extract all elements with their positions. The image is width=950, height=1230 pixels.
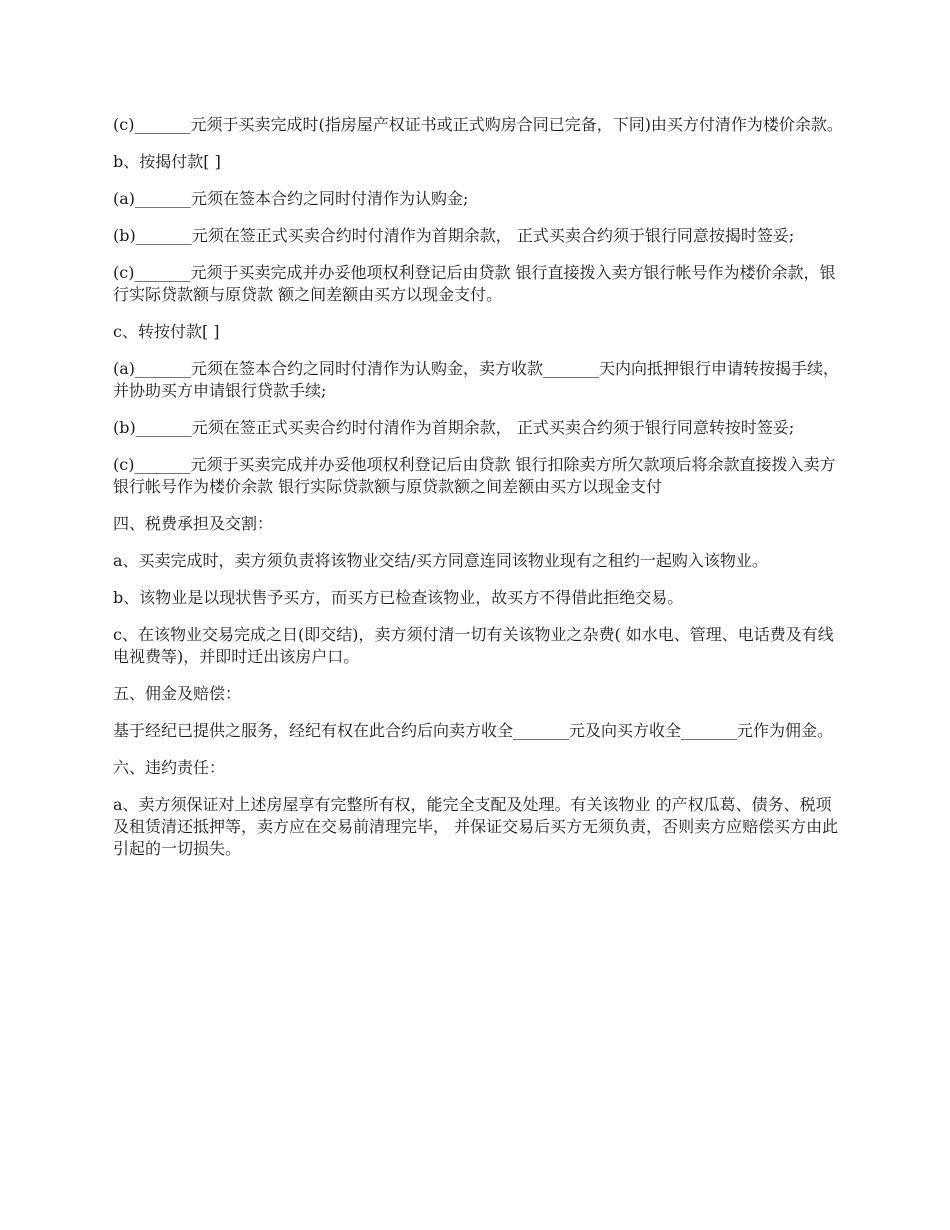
section-four-heading: 四、税费承担及交割： xyxy=(113,514,274,533)
section-four-clause-b: b、该物业是以现状售予买方，而买方已检查该物业，故买方不得借此拒绝交易。 xyxy=(113,588,684,607)
mortgage-clause-b: (b)_______元须在签正式买卖合约时付清作为首期余款， 正式买卖合约须于银行同意按揭时签妥; xyxy=(113,226,795,245)
section-six-heading: 六、违约责任： xyxy=(113,758,226,777)
section-six-clause-a: a、卖方须保证对上述房屋享有完整所有权，能完全支配及处理。有关该物业 的产权瓜葛、债务、税项及租赁清还抵押等，卖方应在交易前清理完毕， 并保证交易后买方无须负责，否则卖方应赔偿买方由此引起的一切损失。 xyxy=(113,795,839,858)
transfer-clause-c: (c)_______元须于买卖完成并办妥他项权利登记后由贷款 银行扣除卖方所欠款项后将余款直接拨入卖方银行帐号作为楼价余款 银行实际贷款额与原贷款额之间差额由买方以现金支付 xyxy=(113,455,836,496)
payment-clause-a-c: (c)_______元须于买卖完成时(指房屋产权证书或正式购房合同已完备，下同)由买方付清作为楼价余款。 xyxy=(113,115,843,134)
section-four-clause-a: a、买卖完成时，卖方须负责将该物业交结/买方同意连同该物业现有之租约一起购入该物业。 xyxy=(113,551,768,570)
mortgage-payment-heading: b、按揭付款[ ] xyxy=(113,152,221,171)
mortgage-clause-a: (a)_______元须在签本合约之同时付清作为认购金; xyxy=(113,189,469,208)
transfer-clause-a: (a)_______元须在签本合约之同时付清作为认购金，卖方收款_______天内向抵押银行申请转按揭手续，并协助买方申请银行贷款手续; xyxy=(113,359,840,400)
transfer-payment-heading: c、转按付款[ ] xyxy=(113,322,220,341)
section-five-clause: 基于经纪已提供之服务，经纪有权在此合约后向卖方收全_______元及向买方收全_______元作为佣金。 xyxy=(113,721,834,740)
section-five-heading: 五、佣金及赔偿： xyxy=(113,684,242,703)
document-body xyxy=(113,114,843,875)
section-four-clause-c: c、在该物业交易完成之日(即交结)，卖方须付清一切有关该物业之杂费( 如水电、管理、电话费及有线电视费等)，并即时迁出该房户口。 xyxy=(113,625,834,666)
mortgage-clause-c: (c)_______元须于买卖完成并办妥他项权利登记后由贷款 银行直接拨入卖方银行帐号作为楼价余款，银行实际贷款额与原贷款 额之间差额由买方以现金支付。 xyxy=(113,263,836,304)
transfer-clause-b: (b)_______元须在签正式买卖合约时付清作为首期余款， 正式买卖合约须于银行同意转按时签妥; xyxy=(113,418,795,437)
